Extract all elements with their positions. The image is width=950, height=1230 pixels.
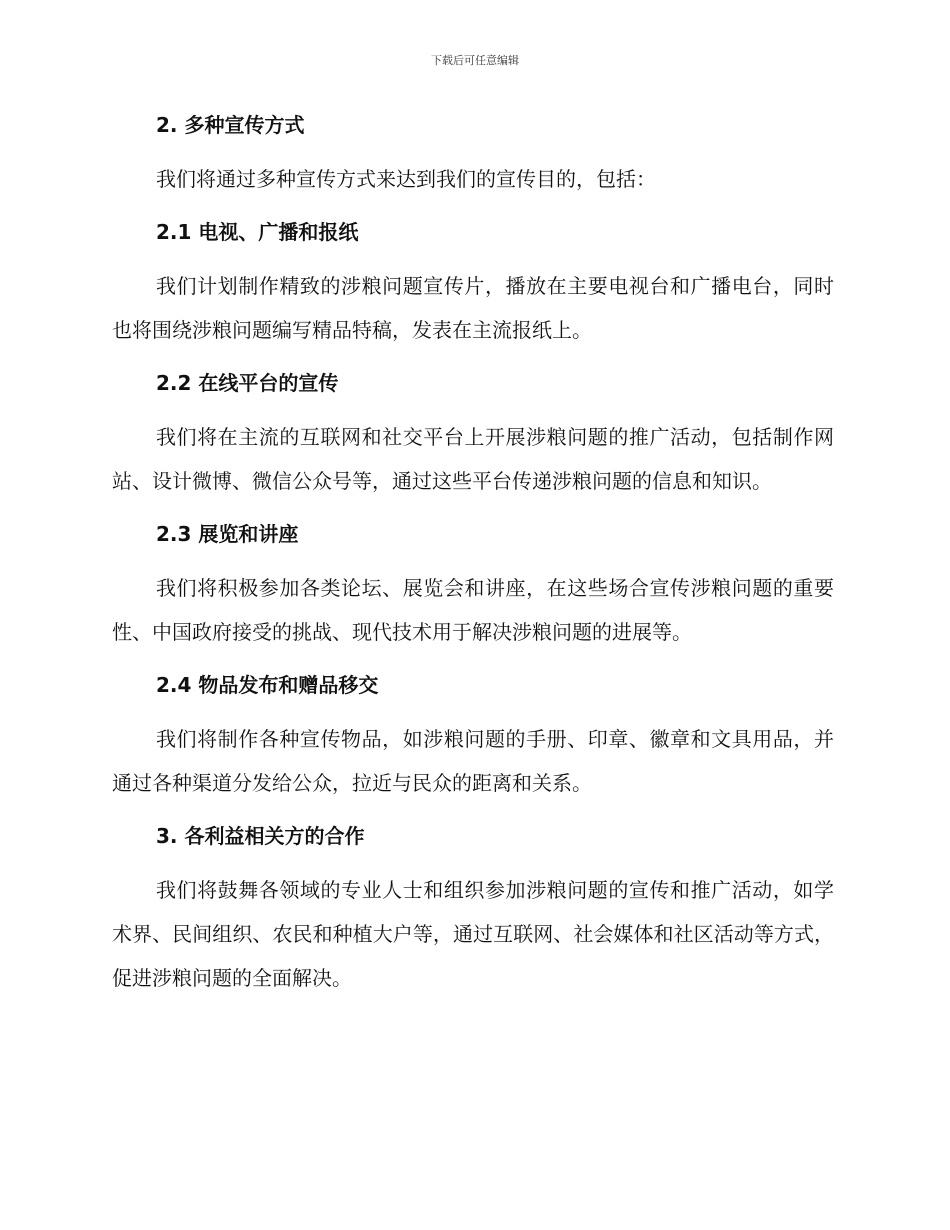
section-paragraph: 我们将在主流的互联网和社交平台上开展涉粮问题的推广活动，包括制作网站、设计微博、微信公众号等，通过这些平台传递涉粮问题的信息和知识。	[112, 425, 834, 493]
section-paragraph: 我们将鼓舞各领域的专业人士和组织参加涉粮问题的宣传和推广活动，如学术界、民间组织、农民和种植大户等，通过互联网、社会媒体和社区活动等方式，促进涉粮问题的全面解决。	[112, 878, 834, 990]
section-paragraph: 我们将积极参加各类论坛、展览会和讲座，在这些场合宣传涉粮问题的重要性、中国政府接受的挑战、现代技术用于解决涉粮问题的进展等。	[112, 576, 834, 644]
section-paragraph: 我们计划制作精致的涉粮问题宣传片，播放在主要电视台和广播电台，同时也将围绕涉粮问题编写精品特稿，发表在主流报纸上。	[112, 274, 834, 342]
section-paragraph: 我们将通过多种宣传方式来达到我们的宣传目的，包括：	[156, 167, 656, 191]
page-header-note: 下载后可任意编辑	[431, 54, 519, 67]
section-paragraph: 我们将制作各种宣传物品，如涉粮问题的手册、印章、徽章和文具用品，并通过各种渠道分发给公众，拉近与民众的距离和关系。	[112, 727, 834, 795]
section-heading: 2.1 电视、广播和报纸	[156, 220, 359, 244]
section-heading: 2.3 展览和讲座	[156, 522, 299, 546]
section-heading: 2.2 在线平台的宣传	[156, 371, 339, 395]
document-body	[112, 110, 834, 1000]
section-heading: 2. 多种宣传方式	[156, 113, 305, 137]
section-heading: 3. 各利益相关方的合作	[156, 824, 365, 848]
section-heading: 2.4 物品发布和赠品移交	[156, 673, 379, 697]
